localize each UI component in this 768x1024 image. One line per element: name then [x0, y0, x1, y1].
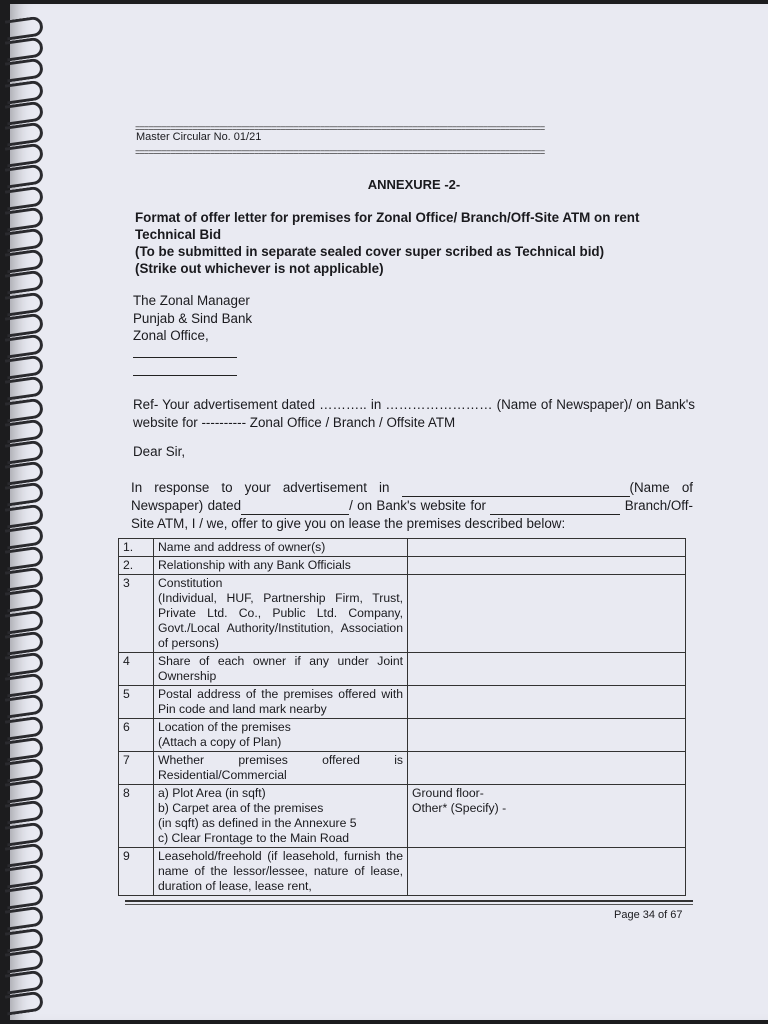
row-number: 2.	[119, 557, 154, 575]
table-row	[119, 719, 686, 752]
document-heading	[135, 209, 705, 277]
row-description: Name and address of owner(s)	[154, 539, 408, 557]
address-blank-line	[133, 375, 237, 376]
spiral-loop	[5, 567, 44, 592]
spiral-loop	[5, 355, 44, 380]
row-description: a) Plot Area (in sqft) b) Carpet area of the premises (in sqft) as defined in the Annexure 5 c) Clear Frontage to the Main Road	[154, 785, 408, 848]
spiral-loop	[5, 885, 44, 910]
row-number: 5	[119, 686, 154, 719]
spiral-loop	[5, 334, 44, 359]
spiral-loop	[5, 376, 44, 401]
row-value	[408, 719, 686, 752]
spiral-loop	[5, 673, 44, 698]
spiral-loop	[5, 821, 44, 846]
spiral-loop	[5, 779, 44, 804]
spiral-loop	[5, 291, 44, 316]
table-row	[119, 557, 686, 575]
heading-line: (To be submitted in separate sealed cover super scribed as Technical bid)	[135, 244, 605, 259]
row-value: Ground floor- Other* (Specify) -	[408, 785, 686, 848]
spiral-loop	[5, 609, 44, 634]
spiral-loop	[5, 100, 44, 125]
response-text: (Name of Newspaper) dated	[131, 480, 693, 513]
footer-rule	[125, 904, 693, 905]
spiral-loop	[5, 588, 44, 613]
row-value	[408, 575, 686, 653]
address-line: Punjab & Sind Bank	[133, 310, 253, 326]
spiral-loop	[5, 37, 44, 62]
spiral-loop	[5, 546, 44, 571]
website-blank	[490, 497, 620, 515]
spiral-loop	[5, 312, 44, 337]
header-separator-top: =============================================================================================	[135, 124, 545, 134]
footer-rule	[125, 900, 693, 902]
spiral-loop	[5, 440, 44, 465]
row-description: Constitution (Individual, HUF, Partnership Firm, Trust, Private Ltd. Co., Public Ltd. Company, Govt./Local Authority/Institution, Association of persons)	[154, 575, 408, 653]
row-value	[408, 848, 686, 896]
spiral-loop	[5, 842, 44, 867]
spiral-loop	[5, 418, 44, 443]
row-number: 3	[119, 575, 154, 653]
spiral-loop	[5, 228, 44, 253]
table-row	[119, 686, 686, 719]
address-line: The Zonal Manager	[133, 293, 250, 308]
table-row	[119, 575, 686, 653]
spiral-loop	[5, 79, 44, 104]
row-description: Postal address of the premises offered with Pin code and land mark nearby	[154, 686, 408, 719]
row-description: Whether premises offered is Residential/Commercial	[154, 752, 408, 785]
spiral-loop	[5, 461, 44, 486]
page-number: Page 34 of 67	[614, 909, 683, 921]
spiral-loop	[5, 524, 44, 549]
spiral-loop	[5, 652, 44, 677]
spiral-loop	[5, 758, 44, 783]
table-row	[119, 539, 686, 557]
response-text: In response to your advertisement in	[131, 480, 390, 495]
premises-details-table	[118, 538, 686, 896]
response-paragraph	[131, 479, 693, 532]
address-blank-line	[133, 357, 237, 358]
response-text: / on Bank's website for	[349, 498, 486, 513]
spiral-loop	[5, 397, 44, 422]
row-description: Location of the premises (Attach a copy of Plan)	[154, 719, 408, 752]
spiral-loop	[5, 948, 44, 973]
circular-number: Master Circular No. 01/21	[136, 131, 262, 143]
spiral-loop	[5, 16, 44, 41]
annexure-title: ANNEXURE -2-	[367, 177, 461, 192]
address-line: Zonal Office,	[133, 328, 209, 343]
salutation: Dear Sir,	[133, 444, 186, 459]
spiral-loop	[5, 482, 44, 507]
spiral-loop	[5, 206, 44, 231]
row-value	[408, 557, 686, 575]
row-description: Relationship with any Bank Officials	[154, 557, 408, 575]
spiral-loop	[5, 715, 44, 740]
table-row	[119, 848, 686, 896]
table-row	[119, 752, 686, 785]
spiral-loop	[5, 864, 44, 889]
row-number: 1.	[119, 539, 154, 557]
spiral-loop	[5, 736, 44, 761]
spiral-loop	[5, 270, 44, 295]
spiral-loop	[5, 694, 44, 719]
heading-line: (Strike out whichever is not applicable)	[135, 261, 384, 276]
spiral-loop	[5, 991, 44, 1016]
date-blank	[241, 497, 349, 515]
row-value	[408, 752, 686, 785]
row-number: 4	[119, 653, 154, 686]
reference-line: Ref- Your advertisement dated ……….. in …………………… (Name of Newspaper)/ on Bank's website for ---------- Zonal Office / Branch / Offsite ATM	[133, 397, 695, 430]
response-text: Branch/Off-Site ATM, I / we, offer to give you on lease the premises described below:	[131, 498, 693, 531]
spiral-loop	[5, 503, 44, 528]
header-separator-bottom: =============================================================================================	[135, 148, 545, 158]
row-value	[408, 653, 686, 686]
spiral-loop	[5, 630, 44, 655]
spiral-loop	[5, 143, 44, 168]
row-number: 7	[119, 752, 154, 785]
spiral-loop	[5, 906, 44, 931]
row-number: 9	[119, 848, 154, 896]
row-value	[408, 686, 686, 719]
row-number: 6	[119, 719, 154, 752]
row-description: Share of each owner if any under Joint Ownership	[154, 653, 408, 686]
heading-line: Format of offer letter for premises for Zonal Office/ Branch/Off-Site ATM on rent	[135, 210, 640, 225]
spiral-loop	[5, 970, 44, 995]
table-row	[119, 653, 686, 686]
recipient-address	[133, 292, 252, 345]
heading-line: Technical Bid	[135, 227, 222, 242]
spiral-loop	[5, 927, 44, 952]
row-value	[408, 539, 686, 557]
row-description: Leasehold/freehold (if leasehold, furnish the name of the lessor/lessee, nature of lease, duration of lease, lease rent,	[154, 848, 408, 896]
table-row	[119, 785, 686, 848]
newspaper-blank	[402, 479, 630, 497]
spiral-loop	[5, 58, 44, 83]
row-number: 8	[119, 785, 154, 848]
spiral-loop	[5, 800, 44, 825]
spiral-binding	[0, 0, 60, 1024]
spiral-loop	[5, 122, 44, 147]
spiral-loop	[5, 249, 44, 274]
